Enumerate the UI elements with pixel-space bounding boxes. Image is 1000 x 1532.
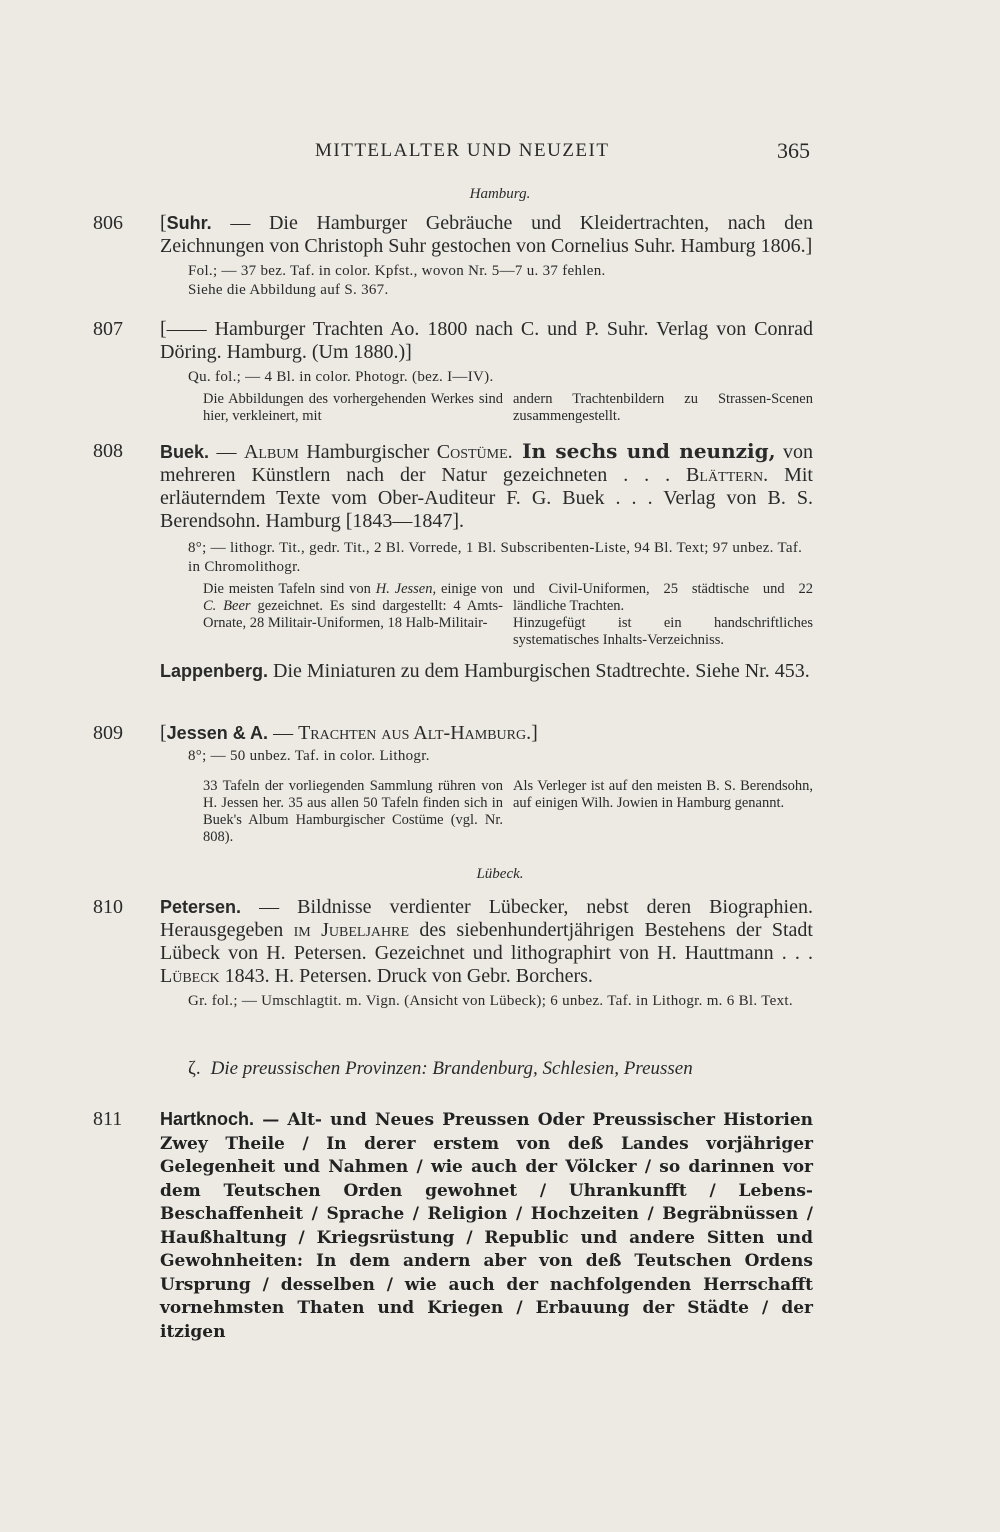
page-number: 365 bbox=[777, 138, 810, 163]
entry-collation: Gr. fol.; — Umschlagtit. m. Vign. (Ansicht von Lübeck); 6 unbez. Taf. in Lithogr. m. 6 Bl. Text. bbox=[188, 993, 793, 1009]
entry-author: Petersen. bbox=[160, 897, 242, 917]
note-right: andern Trachtenbildern zu Strassen-Scenen zusammengestellt. bbox=[513, 391, 813, 424]
entry-806 bbox=[93, 212, 813, 300]
entry-author: Jessen & A. bbox=[166, 723, 269, 743]
note-left: 33 Tafeln der vorliegenden Sammlung rühren von H. Jessen her. 35 aus allen 50 Tafeln finden sich in Buek's Album Hamburgischer Costüme (vgl. Nr. 808). bbox=[203, 778, 503, 845]
running-head bbox=[160, 140, 810, 170]
page-title: MITTELALTER UND NEUZEIT bbox=[315, 140, 610, 161]
entry-author: Suhr. bbox=[166, 213, 212, 233]
entry-collation: Qu. fol.; — 4 Bl. in color. Photogr. (bez. I—IV). bbox=[188, 369, 494, 385]
entry-author: Lappenberg. bbox=[160, 661, 269, 681]
entry-811 bbox=[93, 1108, 813, 1344]
entry-author: Buek. bbox=[160, 442, 210, 462]
entry-809 bbox=[93, 722, 813, 846]
entry-number: 810 bbox=[93, 896, 123, 918]
section-mark: ζ. bbox=[188, 1058, 201, 1079]
entry-title: Petersen. — Bildnisse verdienter Lübecker, nebst deren Biographien. Herausgegeben im Jubeljahre des siebenhundertjährigen Bestehens der Stadt Lübeck von H. Petersen. Gezeichnet und lithographirt von H. Hauttmann . . . Lübeck 1843. H. Petersen. Druck von Gebr. Borchers. bbox=[160, 896, 813, 987]
entry-note: Siehe die Abbildung auf S. 367. bbox=[188, 282, 389, 298]
entry-number: 808 bbox=[93, 440, 123, 462]
section-heading-hamburg: Hamburg. bbox=[469, 186, 531, 202]
entry-collation: 8°; — lithogr. Tit., gedr. Tit., 2 Bl. Vorrede, 1 Bl. Subscribenten-Liste, 94 Bl. Text; 97 unbez. Taf. in Chromolithogr. bbox=[188, 540, 803, 575]
entry-number: 811 bbox=[93, 1108, 123, 1130]
entry-title: [—— Hamburger Trachten Ao. 1800 nach C. und P. Suhr. Verlag von Conrad Döring. Hamburg. (Um 1880.)] bbox=[160, 318, 813, 363]
entry-number: 806 bbox=[93, 212, 123, 234]
fraktur-title: In sechs und neunzig, bbox=[512, 439, 776, 463]
entry-title: [Jessen & A. — Trachten aus Alt-Hamburg.] bbox=[160, 722, 538, 744]
entry-collation: Fol.; — 37 bez. Taf. in color. Kpfst., wovon Nr. 5—7 u. 37 fehlen. bbox=[188, 263, 606, 279]
section-heading-provinces bbox=[188, 1058, 693, 1080]
entry-808 bbox=[93, 440, 813, 649]
note-left: Die meisten Tafeln sind von H. Jessen, einige von C. Beer gezeichnet. Es sind dargestellt: 4 Amts-Ornate, 28 Militair-Uniformen, 18 Halb-Militair- bbox=[203, 581, 503, 631]
entry-lappenberg: Lappenberg. Die Miniaturen zu dem Hamburgischen Stadtrechte. Siehe Nr. 453. bbox=[160, 660, 810, 682]
entry-title: Buek. — Album Hamburgischer Costüme. In sechs und neunzig, von mehreren Künstlern nach der Natur gezeichneten . . . Blättern. Mit erläuterndem Texte vom Ober-Auditeur F. G. Buek . . . Verlag von B. S. Berendsohn. Hamburg [1843—1847]. bbox=[160, 439, 814, 532]
section-heading-luebeck: Lübeck. bbox=[476, 866, 524, 882]
entry-collation: 8°; — 50 unbez. Taf. in color. Lithogr. bbox=[188, 748, 430, 764]
entry-notes bbox=[203, 581, 813, 649]
section-title: Die preussischen Provinzen: Brandenburg, Schlesien, Preussen bbox=[210, 1058, 693, 1079]
entry-notes bbox=[203, 778, 813, 846]
note-left: Die Abbildungen des vorhergehenden Werkes sind hier, verkleinert, mit bbox=[203, 391, 503, 424]
entry-number: 807 bbox=[93, 318, 123, 340]
note-right: und Civil-Uniformen, 25 städtische und 22 ländliche Trachten. Hinzugefügt ist ein handschriftliches systematisches Inhalts-Verzeichniss. bbox=[513, 581, 813, 648]
entry-810 bbox=[93, 896, 813, 1011]
entry-title: Hartknoch. — Alt- und Neues Preussen Oder Preussischer Historien Zwey Theile / In derer erstem von deß Landes vorjähriger Gelegenheit und Nahmen / wie auch der Völcker / so darinnen vor dem Teutschen Orden gewohnet / Uhrankunfft / Lebens-Beschaffenheit / Sprache / Religion / Hochzeiten / Begräbnüssen / Haußhaltung / Kriegsrüstung / Republic und andere Sitten und Gewohnheiten: In dem andern aber von deß Teutschen Ordens Ursprung / desselben / wie auch der nachfolgenden Herrschafft vornehmsten Thaten und Kriegen / Erbauung der Städte / der itzigen bbox=[160, 1109, 813, 1342]
entry-title: [Suhr. — Die Hamburger Gebräuche und Kleidertrachten, nach den Zeichnungen von Christoph Suhr gestochen von Cornelius Suhr. Hamburg 1806.] bbox=[160, 212, 813, 257]
entry-807 bbox=[93, 318, 813, 425]
entry-author: Hartknoch. bbox=[160, 1109, 255, 1129]
fraktur-title: Alt- und Neues Preussen Oder Preussischer Historien Zwey Theile / In derer erstem von deß Landes vorjähriger Gelegenheit und Nahmen / wie auch der Völcker / so darinnen vor dem Teutschen Orden gewohnet / Uhrankunfft / Lebens-Beschaffenheit / Sprache / Religion / Hochzeiten / Begräbnüssen / Haußhaltung / Kriegsrüstung / Republic und andere Sitten und Gewohnheiten: In dem andern aber von deß Teutschen Ordens Ursprung / desselben / wie auch der nachfolgenden Herrschafft vornehmsten Thaten und Kriegen / Erbauung der Städte / der itzigen bbox=[160, 1110, 813, 1342]
entry-number: 809 bbox=[93, 722, 123, 744]
note-right: Als Verleger ist auf den meisten B. S. Berendsohn, auf einigen Wilh. Jowien in Hamburg genannt. bbox=[513, 778, 813, 811]
entry-notes bbox=[203, 391, 813, 425]
